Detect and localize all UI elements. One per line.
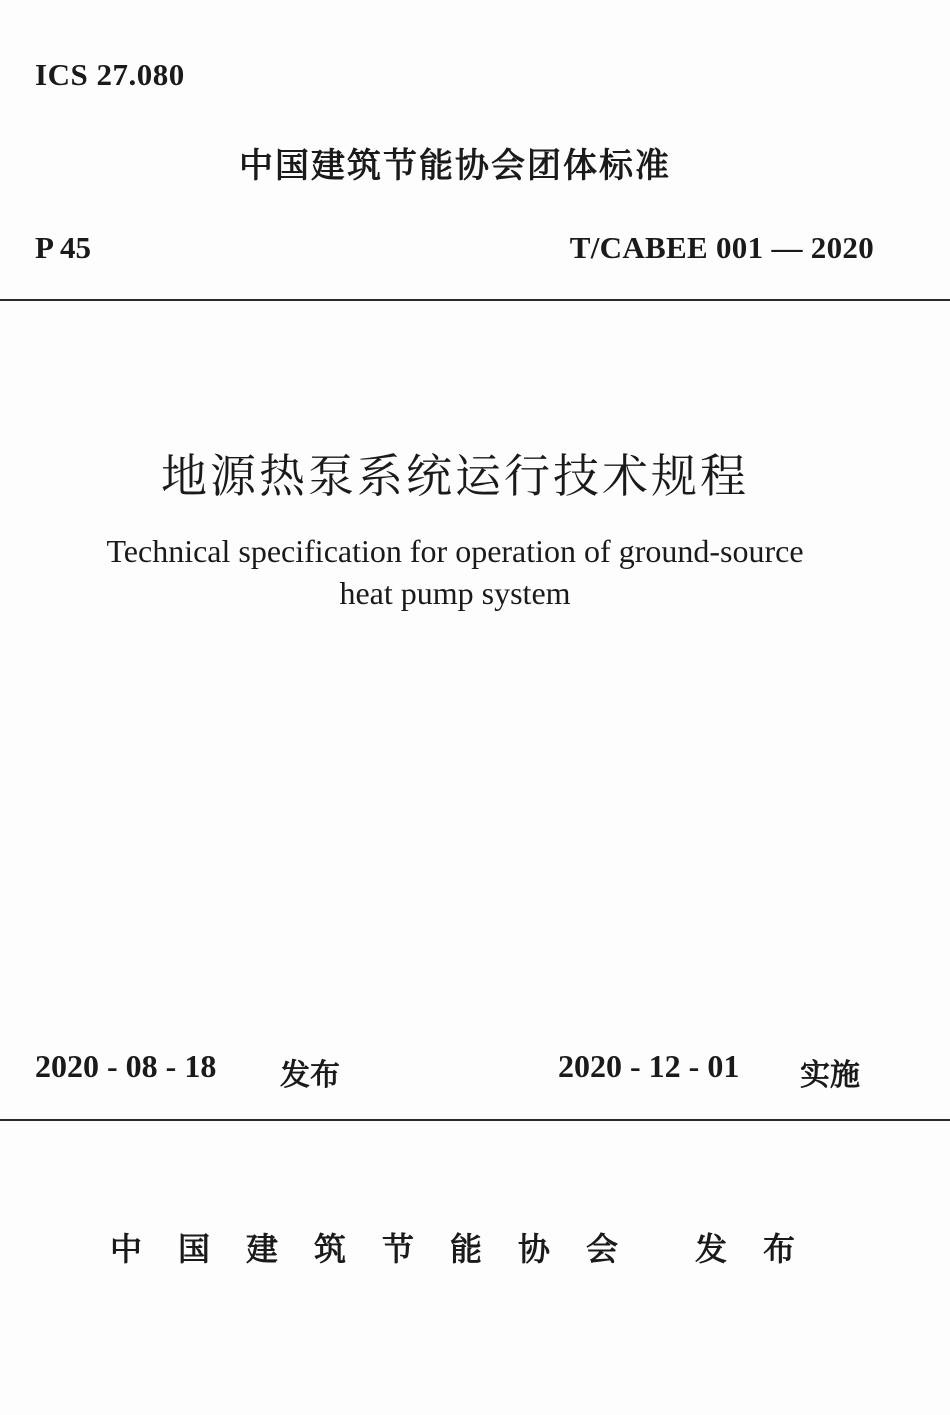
bottom-divider (0, 1119, 950, 1121)
top-divider (0, 299, 950, 301)
implementation-label: 实施 (800, 1058, 860, 1093)
issue-label: 发布 (280, 1058, 340, 1093)
ics-code: ICS 27.080 (35, 57, 185, 92)
title-english-line-2: heat pump system (339, 575, 571, 611)
implementation-date: 2020 - 12 - 01 (558, 1048, 740, 1084)
title-english-line-1: Technical specification for operation of ground-source (106, 533, 804, 569)
organization-standard-heading: 中国建筑节能协会团体标准 (239, 146, 671, 186)
publish-label: 发布 (695, 1230, 832, 1268)
standard-number: T/CABEE 001 — 2020 (569, 230, 874, 265)
classification-code: P 45 (35, 230, 91, 265)
title-chinese: 地源热泵系统运行技术规程 (161, 449, 749, 503)
issue-date: 2020 - 08 - 18 (35, 1048, 217, 1084)
publisher-name: 中国建筑节能协会 (110, 1230, 655, 1268)
